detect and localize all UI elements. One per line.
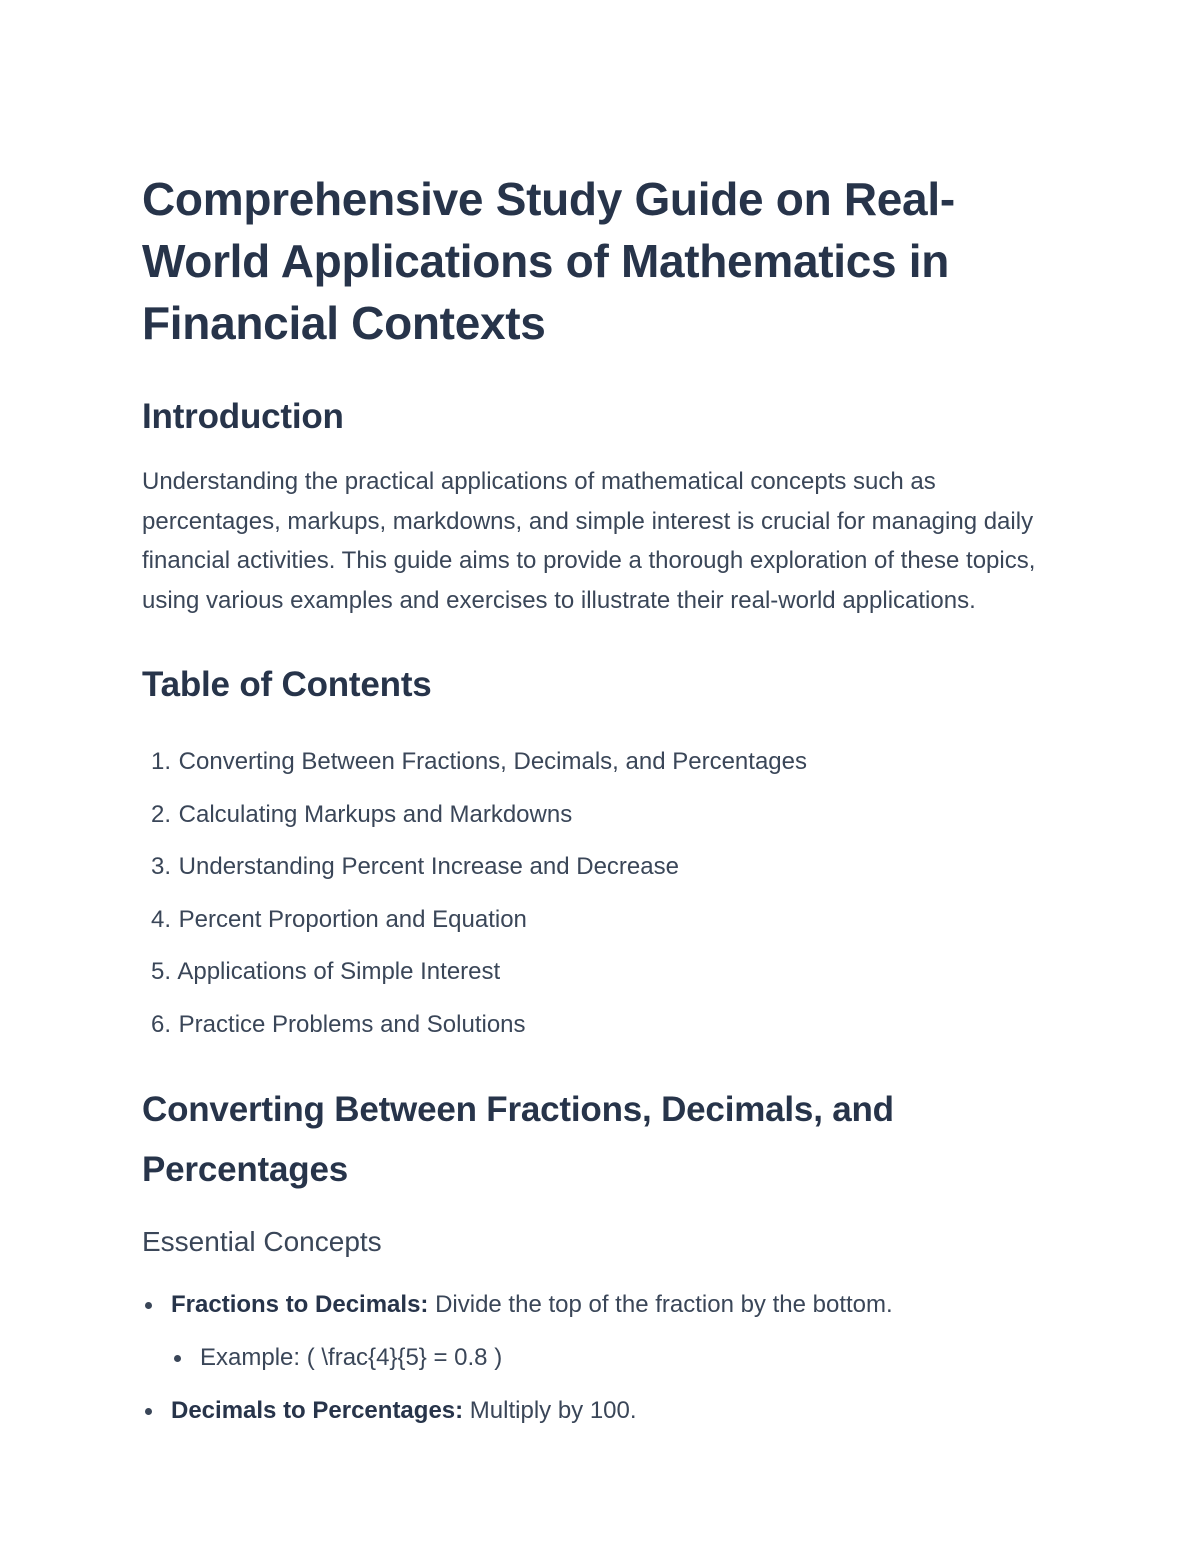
section-heading-conversions: Converting Between Fractions, Decimals, and Percentages xyxy=(142,1089,894,1189)
toc-item-label: Applications of Simple Interest xyxy=(177,958,501,986)
toc-item-label: Practice Problems and Solutions xyxy=(178,1010,526,1038)
concept-term: Fractions to Decimals: xyxy=(171,1290,429,1318)
toc-item-label: Percent Proportion and Equation xyxy=(178,905,527,933)
toc-item xyxy=(142,999,1050,1052)
introduction-heading: Introduction xyxy=(142,397,344,436)
toc-item-number: 5. xyxy=(150,958,171,986)
toc-item xyxy=(142,894,1050,947)
toc-item-label: Understanding Percent Increase and Decrease xyxy=(178,853,679,881)
concept-text: Divide the top of the fraction by the bottom. xyxy=(428,1290,893,1318)
table-of-contents-list xyxy=(142,736,1050,1052)
table-of-contents-heading: Table of Contents xyxy=(142,665,432,704)
concept-term: Decimals to Percentages: xyxy=(171,1396,464,1424)
concept-item-decimals-to-percentages xyxy=(142,1384,1050,1437)
introduction-paragraph: Understanding the practical applications of mathematical concepts such as percentages, markups, markdowns, and simple interest is crucial for managing daily financial activities. This guide aims to provide a thorough exploration of these topics, using various examples and exercises to illustrate their real-world applications. xyxy=(142,468,1036,614)
toc-item xyxy=(142,736,1050,789)
toc-item-label: Converting Between Fractions, Decimals, and Percentages xyxy=(178,748,807,775)
toc-item-number: 1. xyxy=(150,748,171,775)
concept-example-item xyxy=(142,1331,1050,1384)
toc-item-label: Calculating Markups and Markdowns xyxy=(178,800,573,828)
concept-text: Multiply by 100. xyxy=(463,1396,637,1424)
toc-item-number: 2. xyxy=(150,800,171,828)
toc-item-number: 3. xyxy=(150,853,171,881)
concept-example-text: Example: ( \frac{4}{5} = 0.8 ) xyxy=(200,1343,503,1371)
subsection-heading-essential-concepts: Essential Concepts xyxy=(142,1225,382,1257)
document-title: Comprehensive Study Guide on Real-World Applications of Mathematics in Financial Contexts xyxy=(142,173,955,349)
toc-item-number: 4. xyxy=(150,905,171,933)
toc-item-number: 6. xyxy=(150,1010,171,1038)
concept-item-fractions-to-decimals xyxy=(142,1278,1050,1331)
toc-item xyxy=(142,946,1050,999)
concepts-list xyxy=(142,1278,1050,1437)
toc-item xyxy=(142,789,1050,842)
toc-item xyxy=(142,841,1050,894)
